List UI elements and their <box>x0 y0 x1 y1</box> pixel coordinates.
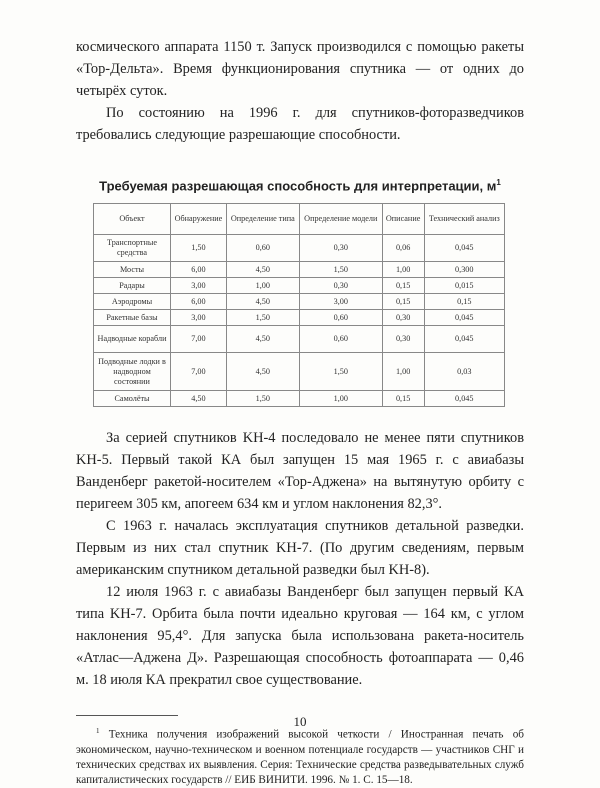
table-cell: 1,50 <box>299 353 382 391</box>
table-cell: 7,00 <box>171 353 227 391</box>
table-cell: 0,03 <box>424 353 504 391</box>
table-cell: 7,00 <box>171 326 227 353</box>
table-cell: 0,045 <box>424 391 504 407</box>
table-row <box>94 310 505 326</box>
table-cell: 1,50 <box>226 391 299 407</box>
table-cell: Транспортные средства <box>94 235 171 262</box>
table-cell: 0,60 <box>299 310 382 326</box>
paragraph-3: За серией спутников KH-4 последовало не менее пяти спутников KH-5. Первый такой КА был запущен 15 мая 1965 г. с авиабазы Ванденберг ракетой-носителем «Тор-Аджена» на вытянутую орбиту с перигеем 305 км, апогеем 634 км и углом наклонения 82,3°. <box>76 430 524 513</box>
table-cell: Подводные лодки в надводном состоянии <box>94 353 171 391</box>
footnote-text: Техника получения изображений высокой четкости / Иностранная печать об экономическом, научно-техническом и военном потенциале государств — участников СНГ и технических средствах их выявления. Серия: Технические средства разведывательных служб капиталистических государств // ЕИБ ВИНИТИ. 1996. № 1. С. 15—18. <box>76 729 524 787</box>
table-cell: 0,045 <box>424 235 504 262</box>
table-row <box>94 278 505 294</box>
table-cell: 0,30 <box>299 278 382 294</box>
table-cell: 4,50 <box>171 391 227 407</box>
table-row <box>94 262 505 278</box>
table-cell: 0,15 <box>424 294 504 310</box>
table-row <box>94 235 505 262</box>
header-model: Определение модели <box>299 204 382 235</box>
table-cell: 0,60 <box>299 326 382 353</box>
table-row <box>94 391 505 407</box>
resolution-table <box>93 203 505 407</box>
table-cell: 3,00 <box>171 278 227 294</box>
table-cell: 0,30 <box>382 310 424 326</box>
table-cell: Надводные корабли <box>94 326 171 353</box>
table-cell: 4,50 <box>226 326 299 353</box>
paragraph-2: По состоянию на 1996 г. для спутников-фоторазведчиков требовались следующие разрешающие способности. <box>76 105 524 143</box>
table-cell: 0,15 <box>382 278 424 294</box>
table-cell: 1,00 <box>382 353 424 391</box>
header-object: Объект <box>94 204 171 235</box>
table-cell: 3,00 <box>171 310 227 326</box>
table-cell: 0,15 <box>382 391 424 407</box>
table-title <box>76 178 524 193</box>
table-cell: Радары <box>94 278 171 294</box>
table-row <box>94 353 505 391</box>
table-title-text: Требуемая разрешающая способность для интерпретации, м <box>99 178 497 194</box>
table-row <box>94 294 505 310</box>
table-cell: 6,00 <box>171 262 227 278</box>
table-cell: 4,50 <box>226 353 299 391</box>
table-cell: 0,60 <box>226 235 299 262</box>
table-cell: 4,50 <box>226 262 299 278</box>
footnote <box>76 724 524 788</box>
paragraph-5: 12 июля 1963 г. с авиабазы Ванденберг был запущен первый КА типа KH-7. Орбита была почти идеально круговая — 164 км, с углом наклонения 95,4°. Для запуска была использована ракета-носитель «Атлас—Аджена Д». Разрешающая способность фотоаппарата — 0,46 м. 18 июля КА прекратил свое существование. <box>76 584 524 689</box>
table-cell: 1,00 <box>226 278 299 294</box>
header-type: Определение типа <box>226 204 299 235</box>
page-number: 10 <box>293 714 307 729</box>
table-cell: 0,300 <box>424 262 504 278</box>
table-cell: Самолёты <box>94 391 171 407</box>
table-cell: Аэродромы <box>94 294 171 310</box>
paragraph-1: космического аппарата 1150 т. Запуск производился с помощью ракеты «Тор-Дельта». Время функционирования спутника — от одних до четырёх суток. <box>76 39 524 99</box>
table-cell: Ракетные базы <box>94 310 171 326</box>
table-cell: 0,045 <box>424 310 504 326</box>
table-cell: 4,50 <box>226 294 299 310</box>
table-cell: 0,30 <box>382 326 424 353</box>
header-description: Описание <box>382 204 424 235</box>
table-cell: 0,015 <box>424 278 504 294</box>
table-cell: 3,00 <box>299 294 382 310</box>
table-cell: 0,045 <box>424 326 504 353</box>
header-detection: Обнаружение <box>171 204 227 235</box>
table-cell: 1,00 <box>382 262 424 278</box>
page-content <box>76 36 524 788</box>
table-cell: 6,00 <box>171 294 227 310</box>
table-cell: 0,15 <box>382 294 424 310</box>
table-cell: 0,30 <box>299 235 382 262</box>
table-cell: 0,06 <box>382 235 424 262</box>
table-row <box>94 326 505 353</box>
table-cell: 1,50 <box>299 262 382 278</box>
footnote-mark: 1 <box>96 727 100 736</box>
paragraph-4: С 1963 г. началась эксплуатация спутников детальной разведки. Первым из них стал спутник KH-7. (По другим сведениям, первым американским спутником детальной разведки был KH-8). <box>76 518 524 579</box>
table-cell: 1,50 <box>171 235 227 262</box>
table-title-footnote-mark: 1 <box>496 178 501 187</box>
table-cell: 1,00 <box>299 391 382 407</box>
header-technical-analysis: Технический анализ <box>424 204 504 235</box>
table-cell: 1,50 <box>226 310 299 326</box>
table-cell: Мосты <box>94 262 171 278</box>
table-header-row <box>94 204 505 235</box>
